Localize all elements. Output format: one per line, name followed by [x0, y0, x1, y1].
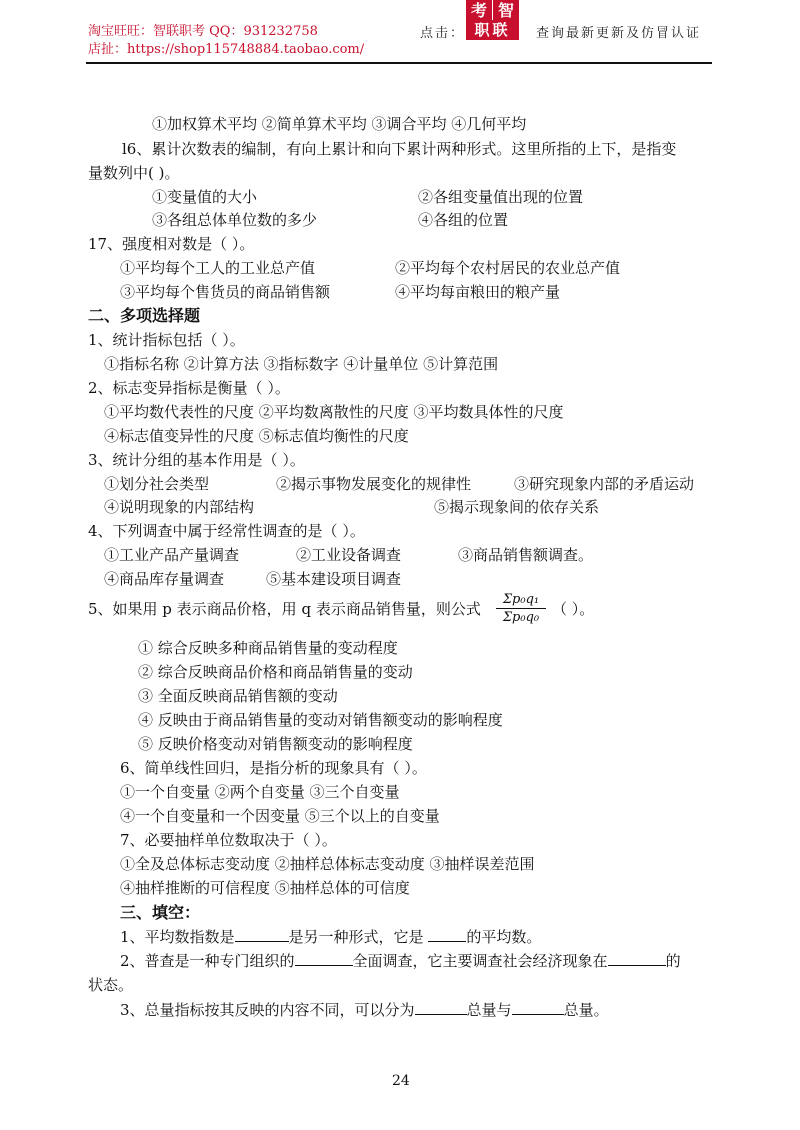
- option-row: ④标志值变异性的尺度 ⑤标志值均衡性的尺度: [104, 427, 409, 445]
- header-divider: [86, 62, 712, 64]
- option: ④平均每亩粮田的粮产量: [395, 283, 561, 301]
- option-row: ①全及总体标志变动度 ②抽样总体标志变动度 ③抽样误差范围: [120, 855, 535, 873]
- option-row: ①平均数代表性的尺度 ②平均数离散性的尺度 ③平均数具体性的尺度: [104, 403, 564, 421]
- option: ①划分社会类型: [104, 475, 210, 493]
- fill-text: 状态。: [88, 976, 134, 994]
- question-2: 2、标志变异指标是衡量（ ）。: [88, 379, 290, 397]
- question-4: 4、下列调查中属于经常性调查的是（ ）。: [88, 522, 365, 540]
- formula-denominator: Σp₀q₀: [502, 610, 540, 625]
- option: ④ 反映由于商品销售量的变动对销售额变动的影响程度: [138, 711, 503, 729]
- option-row: ④一个自变量和一个因变量 ⑤三个以上的自变量: [120, 807, 440, 825]
- option: ①工业产品产量调查: [104, 546, 240, 564]
- fill-text: 总量与: [466, 1001, 512, 1019]
- option: ②工业设备调查: [296, 546, 402, 564]
- text-line: ①加权算术平均 ②简单算术平均 ③调合平均 ④几何平均: [152, 115, 527, 133]
- page-number: 24: [392, 1073, 410, 1089]
- answer-blank[interactable]: [235, 927, 289, 942]
- section-heading: 二、多项选择题: [88, 306, 201, 325]
- logo-char-3: 职联: [466, 20, 519, 40]
- option: ③ 全面反映商品销售额的变动: [138, 687, 338, 705]
- fill-text: 1、平均数指数是: [120, 928, 235, 946]
- fill-text: 的: [665, 952, 681, 970]
- question-5: 5、如果用 p 表示商品价格，用 q 表示商品销售量，则公式: [88, 600, 481, 618]
- option: ①变量值的大小: [152, 188, 258, 206]
- header-shop-info: 淘宝旺旺：智联职考 QQ：931232758: [88, 24, 318, 39]
- option-row: ①指标名称 ②计算方法 ③指标数字 ④计量单位 ⑤计算范围: [104, 355, 499, 373]
- fill-question-1: [120, 927, 541, 947]
- option: ⑤揭示现象间的依存关系: [434, 498, 600, 516]
- option: ③平均每个售货员的商品销售额: [120, 283, 331, 301]
- option: ②平均每个农村居民的农业总产值: [395, 259, 621, 277]
- option: ②揭示事物发展变化的规律性: [276, 475, 472, 493]
- logo-char-2: 智: [493, 0, 519, 22]
- option-row: ①一个自变量 ②两个自变量 ③三个自变量: [120, 783, 400, 801]
- header-click-label: 点击：: [420, 26, 466, 41]
- header-query-link[interactable]: 查询最新更新及仿冒认证: [536, 26, 702, 41]
- option: ④说明现象的内部结构: [104, 498, 255, 516]
- formula-numerator: Σp₀q₁: [502, 592, 540, 607]
- question-7: 7、必要抽样单位数取决于（ ）。: [120, 831, 337, 849]
- option: ③商品销售额调查。: [458, 546, 594, 564]
- fill-text: 是另一种形式，它是: [288, 928, 424, 946]
- answer-blank[interactable]: [415, 1000, 467, 1015]
- answer-blank[interactable]: [295, 951, 353, 966]
- header-shop-link[interactable]: 店扯：https://shop115748884.taobao.com/: [88, 42, 365, 57]
- option: ① 综合反映多种商品销售量的变动程度: [138, 639, 398, 657]
- text-line: 量数列中( )。: [88, 164, 180, 182]
- question-3: 3、统计分组的基本作用是（ ）。: [88, 451, 305, 469]
- option: ④各组的位置: [418, 211, 509, 229]
- logo-char-1: 考: [466, 0, 492, 22]
- option: ③各组总体单位数的多少: [152, 211, 318, 229]
- fill-text: 3、总量指标按其反映的内容不同，可以分为: [120, 1001, 415, 1019]
- fill-text: 总量。: [563, 1001, 609, 1019]
- answer-bracket: （ ）。: [552, 600, 595, 618]
- option: ③研究现象内部的矛盾运动: [514, 475, 695, 493]
- question-17: 17、强度相对数是（ ）。: [88, 235, 255, 253]
- answer-blank[interactable]: [608, 951, 666, 966]
- fill-question-3: [120, 1000, 609, 1020]
- answer-blank[interactable]: [512, 1000, 564, 1015]
- option: ①平均每个工人的工业总产值: [120, 259, 316, 277]
- question-6: 6、简单线性回归，是指分析的现象具有（ ）。: [120, 759, 427, 777]
- answer-blank[interactable]: [428, 927, 466, 942]
- formula-bar: [496, 608, 546, 609]
- option-row: ④抽样推断的可信程度 ⑤抽样总体的可信度: [120, 879, 410, 897]
- question-16: l6、累计次数表的编制，有向上累计和向下累计两种形式。这里所指的上下，是指变: [122, 140, 677, 158]
- fill-text: 的平均数。: [466, 928, 542, 946]
- formula-fraction: [496, 592, 546, 625]
- fill-question-2: [120, 951, 681, 971]
- option: ④商品库存量调查: [104, 570, 225, 588]
- question-1: 1、统计指标包括（ ）。: [88, 331, 245, 349]
- logo[interactable]: [466, 0, 520, 40]
- fill-text: 全面调查，它主要调查社会经济现象在: [352, 952, 608, 970]
- section-heading: 三、填空：: [120, 903, 201, 922]
- option: ⑤基本建设项目调查: [266, 570, 402, 588]
- fill-text: 2、普查是一种专门组织的: [120, 952, 295, 970]
- option: ②各组变量值出现的位置: [418, 188, 584, 206]
- option: ② 综合反映商品价格和商品销售量的变动: [138, 663, 413, 681]
- option: ⑤ 反映价格变动对销售额变动的影响程度: [138, 735, 413, 753]
